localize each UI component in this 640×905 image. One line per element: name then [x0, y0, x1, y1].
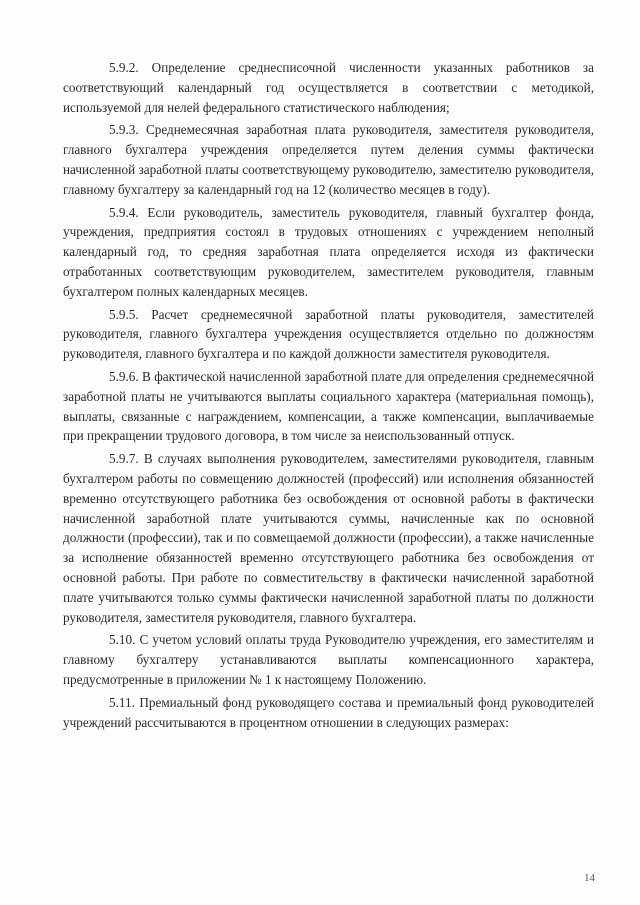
paragraph-5-9-6: 5.9.6. В фактической начисленной заработной плате для определения среднемесячной заработной платы не учитываются выплаты социального характера (материальная помощь), выплаты, связанные с награждением, компенсации, а также компенсации, выплачиваемые при прекращении трудового договора, в том числе за неиспользованный отпуск. [63, 368, 594, 444]
page-number: 14 [584, 872, 595, 884]
paragraph-5-9-4: 5.9.4. Если руководитель, заместитель руководителя, главный бухгалтер фонда, учреждения, предприятия состоял в трудовых отношениях с учреждением неполный календарный год, то средняя заработная плата определяется исходя из фактически отработанных соответствующим руководителем, заместителем руководителя, главным бухгалтером полных календарных месяцев. [63, 204, 594, 299]
paragraph-5-9-2: 5.9.2. Определение среднесписочной численности указанных работников за соответствующий календарный год осуществляется в соответствии с методикой, используемой для нелей федерального статистического наблюдения; [63, 60, 594, 115]
paragraph-5-9-3: 5.9.3. Среднемесячная заработная плата руководителя, заместителя руководителя, главного бухгалтера учреждения определяется путем деления суммы фактически начисленной заработной платы соответствующему руководителю, заместителю руководителя, главному бухгалтеру за календарный год на 12 (количество месяцев в году). [63, 122, 594, 197]
paragraph-5-9-7: 5.9.7. В случаях выполнения руководителем, заместителями руководителя, главным бухгалтером работы по совмещению должностей (профессий) или исполнения обязанностей временно отсутствующего работника без освобождения от основной работы в фактически начисленной заработной плате учитываются суммы, начисленные как по основной должности (профессии), так и по совмещаемой должности (профессии), а также начисленные за исполнение обязанностей временно отсутствующего работника без освобождения от основной работы. При работе по совместительству в фактически начисленной заработной плате учитываются только суммы фактически начисленной заработной платы по должности руководителя, заместителя руководителя, главного бухгалтера. [63, 451, 594, 625]
paragraph-5-9-5: 5.9.5. Расчет среднемесячной заработной платы руководителя, заместителей руководителя, главного бухгалтера учреждения осуществляется отдельно по должностям руководителя, главного бухгалтера и по каждой должности заместителя руководителя. [63, 306, 594, 362]
paragraph-5-10: 5.10. С учетом условий оплаты труда Руководителю учреждения, его заместителям и главному бухгалтеру устанавливаются выплаты компенсационного характера, предусмотренные в приложении № 1 к настоящему Положению. [63, 632, 594, 687]
document-body [63, 58, 594, 735]
paragraph-5-11: 5.11. Премиальный фонд руководящего состава и премиальный фонд руководителей учреждений рассчитываются в процентном отношении в следующих размерах: [63, 694, 594, 730]
